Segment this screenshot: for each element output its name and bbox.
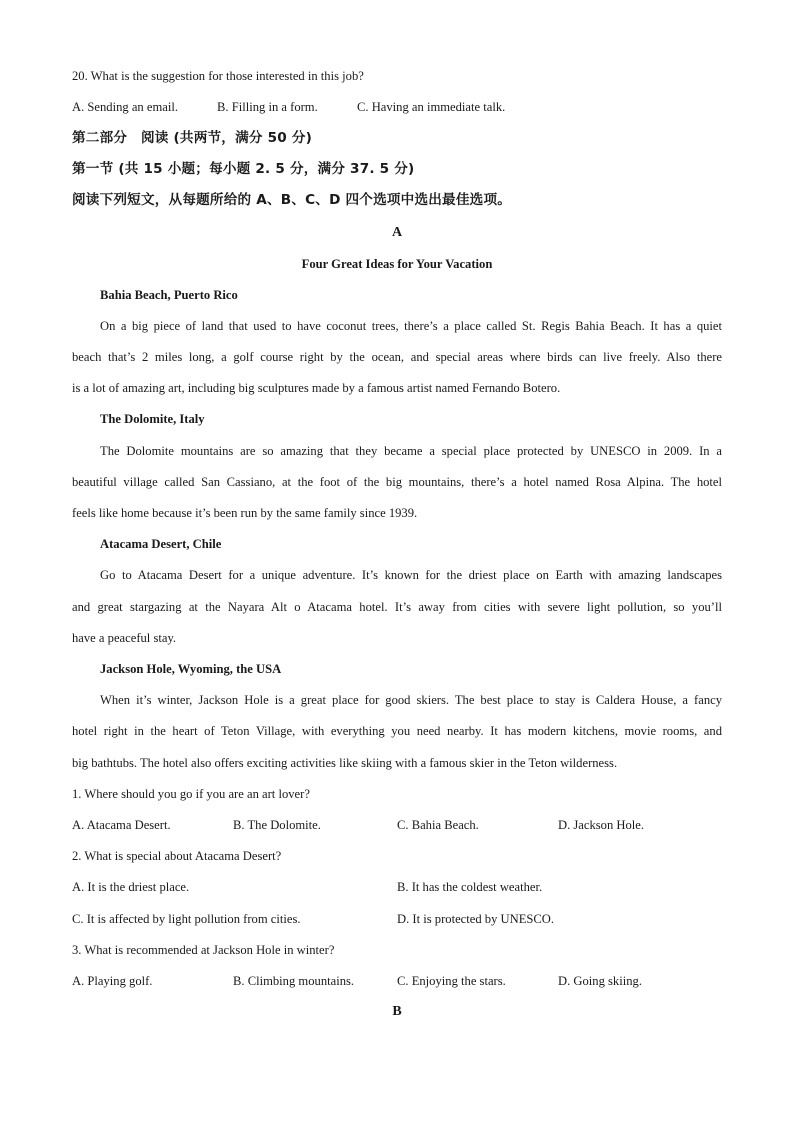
question-1-option-b: B. The Dolomite. xyxy=(233,818,321,832)
question-20-text: 20. What is the suggestion for those interested in this job? xyxy=(72,69,364,83)
question-3-text: 3. What is recommended at Jackson Hole in winter? xyxy=(72,943,335,957)
question-20-option-c: C. Having an immediate talk. xyxy=(357,100,506,114)
paragraph-line: hotel right in the heart of Teton Village, with everything you need nearby. It has modern kitchens, movie rooms, and xyxy=(72,724,722,738)
passage-a-letter: A xyxy=(391,225,403,240)
question-20-option-a: A. Sending an email. xyxy=(72,100,178,114)
place-heading-atacama: Atacama Desert, Chile xyxy=(100,537,222,551)
question-1-option-d: D. Jackson Hole. xyxy=(558,818,645,832)
question-3-option-a: A. Playing golf. xyxy=(72,974,153,988)
question-1-option-a: A. Atacama Desert. xyxy=(72,818,171,832)
question-2-text: 2. What is special about Atacama Desert? xyxy=(72,849,282,863)
paragraph-line: and great stargazing at the Nayara Alt o Atacama hotel. It’s away from cities with severe light pollution, so you’ll xyxy=(72,600,722,614)
paragraph-line: The Dolomite mountains are so amazing that they became a special place protected by UNESCO in 2009. In a xyxy=(100,444,722,458)
question-2-option-c: C. It is affected by light pollution from cities. xyxy=(72,912,301,926)
paragraph-line: On a big piece of land that used to have coconut trees, there’s a place called St. Regis Bahia Beach. It has a quiet xyxy=(100,319,722,333)
paragraph-line: feels like home because it’s been run by the same family since 1939. xyxy=(72,506,418,520)
question-2-option-a: A. It is the driest place. xyxy=(72,880,190,894)
place-heading-bahia: Bahia Beach, Puerto Rico xyxy=(100,288,238,302)
question-20-option-b: B. Filling in a form. xyxy=(217,100,318,114)
question-2-option-b: B. It has the coldest weather. xyxy=(397,880,543,894)
question-1-text: 1. Where should you go if you are an art lover? xyxy=(72,787,310,801)
question-3-option-d: D. Going skiing. xyxy=(558,974,642,988)
part-heading: 第二部分 阅读 (共两节，满分 50 分) xyxy=(72,130,313,146)
paragraph-line: have a peaceful stay. xyxy=(72,631,177,645)
question-3-option-b: B. Climbing mountains. xyxy=(233,974,355,988)
passage-a-title: Four Great Ideas for Your Vacation xyxy=(301,257,493,271)
sub-section-heading: 第一节 (共 15 小题；每小题 2. 5 分，满分 37. 5 分) xyxy=(72,161,415,177)
paragraph-line: beautiful village called San Cassiano, at the foot of the big mountains, there’s a hotel named Rosa Alpina. The hotel xyxy=(72,475,722,489)
question-2-option-d: D. It is protected by UNESCO. xyxy=(397,912,555,926)
paragraph-line: is a lot of amazing art, including big sculptures made by a famous artist named Fernando Botero. xyxy=(72,381,561,395)
paragraph-line: When it’s winter, Jackson Hole is a great place for good skiers. The best place to stay is Caldera House, a fancy xyxy=(100,693,722,707)
question-1-option-c: C. Bahia Beach. xyxy=(397,818,479,832)
passage-b-letter: B xyxy=(392,1004,402,1019)
paragraph-line: beach that’s 2 miles long, a golf course right by the ocean, and special areas where birds can live freely. Also there xyxy=(72,350,722,364)
place-heading-dolomite: The Dolomite, Italy xyxy=(100,412,205,426)
paragraph-line: big bathtubs. The hotel also offers exciting activities like skiing with a famous skier in the Teton wilderness. xyxy=(72,756,618,770)
place-heading-jackson-hole: Jackson Hole, Wyoming, the USA xyxy=(100,662,282,676)
reading-instruction: 阅读下列短文，从每题所给的 A、B、C、D 四个选项中选出最佳选项。 xyxy=(72,192,512,208)
paragraph-line: Go to Atacama Desert for a unique adventure. It’s known for the driest place on Earth with amazing landscapes xyxy=(100,568,722,582)
question-3-option-c: C. Enjoying the stars. xyxy=(397,974,506,988)
